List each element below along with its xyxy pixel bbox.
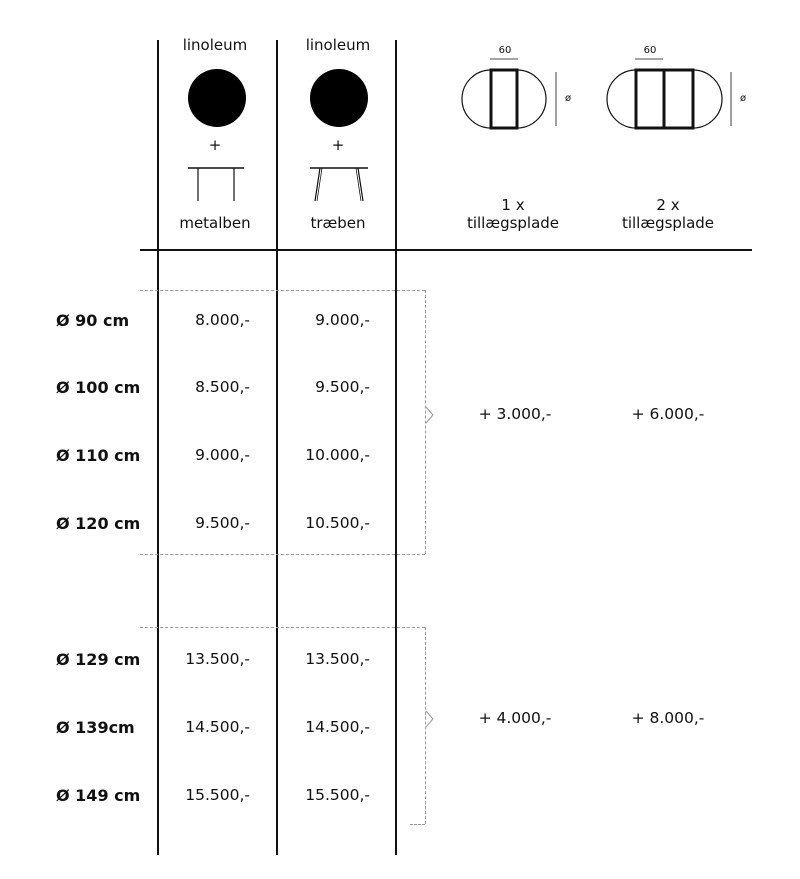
material-label: linoleum <box>182 36 248 54</box>
column-divider-3 <box>395 40 397 855</box>
linoleum-top-icon <box>310 69 368 127</box>
leaf-width-label: 60 <box>498 45 512 56</box>
metal-price: 15.500,- <box>185 786 250 804</box>
size-label: Ø 110 cm <box>56 446 141 465</box>
wood-price: 9.000,- <box>315 311 370 329</box>
header-divider <box>140 249 752 251</box>
wood-price: 9.500,- <box>315 378 370 396</box>
material-label: linoleum <box>305 36 371 54</box>
bracket-bottom <box>140 554 425 555</box>
metal-price: 13.500,- <box>185 650 250 668</box>
metal-price: 9.500,- <box>195 514 250 532</box>
wood-price: 10.500,- <box>305 514 370 532</box>
size-label: Ø 90 cm <box>56 311 130 330</box>
two-leaves-extended-table-icon <box>600 55 750 135</box>
bracket-top <box>140 627 425 628</box>
size-label: Ø 149 cm <box>56 786 141 805</box>
size-label: Ø 129 cm <box>56 650 141 669</box>
extension-count: 1 x <box>501 196 525 214</box>
extension-1-price: + 4.000,- <box>478 709 552 727</box>
bracket-top <box>140 290 425 291</box>
metal-price: 8.000,- <box>195 311 250 329</box>
extension-2-price: + 8.000,- <box>631 709 705 727</box>
metal-legs-table-icon <box>186 163 246 203</box>
legs-label: metalben <box>179 214 251 232</box>
size-label: Ø 100 cm <box>56 378 141 397</box>
legs-label: træben <box>310 214 366 232</box>
extension-1-price: + 3.000,- <box>478 405 552 423</box>
linoleum-top-icon <box>188 69 246 127</box>
plus-sign: + <box>331 136 345 154</box>
bracket-point-icon <box>425 405 435 425</box>
wood-price: 15.500,- <box>305 786 370 804</box>
extension-label: tillægsplade <box>466 214 560 232</box>
extension-label: tillægsplade <box>621 214 715 232</box>
bracket-bottom <box>410 824 425 825</box>
size-label: Ø 139cm <box>56 718 135 737</box>
metal-price: 9.000,- <box>195 446 250 464</box>
wood-price: 13.500,- <box>305 650 370 668</box>
wood-legs-table-icon <box>308 163 370 203</box>
diameter-symbol: ø <box>739 93 747 104</box>
bracket-point-icon <box>425 709 435 729</box>
metal-price: 14.500,- <box>185 718 250 736</box>
extension-count: 2 x <box>656 196 680 214</box>
plus-sign: + <box>208 136 222 154</box>
size-label: Ø 120 cm <box>56 514 141 533</box>
extension-2-price: + 6.000,- <box>631 405 705 423</box>
leaf-width-label: 60 <box>643 45 657 56</box>
metal-price: 8.500,- <box>195 378 250 396</box>
wood-price: 10.000,- <box>305 446 370 464</box>
wood-price: 14.500,- <box>305 718 370 736</box>
diameter-symbol: ø <box>564 93 572 104</box>
